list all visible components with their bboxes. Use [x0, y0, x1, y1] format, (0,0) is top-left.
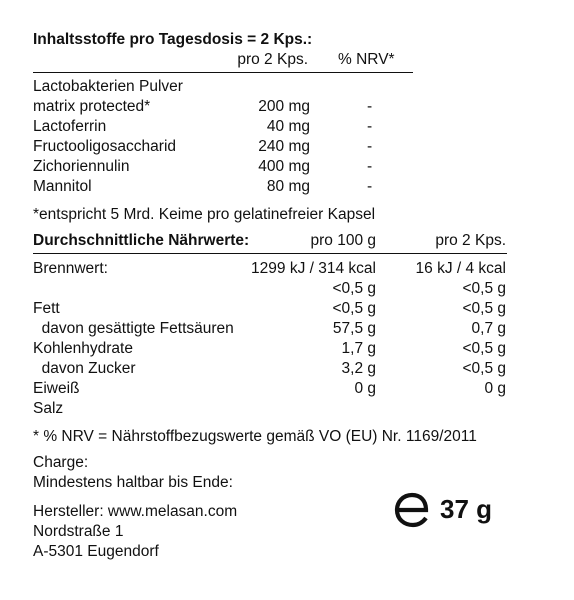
nutrition-row-per100: 1,7 g: [341, 340, 376, 357]
nutrition-col-100g: pro 100 g: [310, 232, 376, 249]
nutrition-row-name: davon gesättigte Fettsäuren: [33, 320, 234, 337]
ingredient-nrv: -: [367, 118, 373, 135]
ingredient-amount: 200 mg: [258, 98, 310, 115]
ingredients-col-nrv: % NRV*: [338, 51, 395, 68]
nutrition-row-name: Fett: [33, 300, 60, 317]
ingredient-nrv: -: [367, 178, 373, 195]
nutrition-row-per100: <0,5 g: [332, 300, 376, 317]
ingredient-name: Lactoferrin: [33, 118, 107, 135]
ingredient-amount: 80 mg: [266, 178, 310, 195]
estimated-sign-icon: [392, 490, 432, 535]
nutrition-row-per100: 1299 kJ / 314 kcal: [251, 260, 376, 277]
manufacturer-city: A-5301 Eugendorf: [33, 543, 159, 560]
nutrition-row-per2: <0,5 g: [462, 300, 506, 317]
nutrition-row-name: Brennwert:: [33, 260, 108, 277]
net-weight-value: 37 g: [440, 494, 493, 524]
ingredient-amount: 400 mg: [258, 158, 310, 175]
ingredients-title: Inhaltsstoffe pro Tagesdosis = 2 Kps.:: [33, 31, 313, 48]
ingredients-footnote: *entspricht 5 Mrd. Keime pro gelatinefreier Kapsel: [33, 206, 376, 223]
nutrition-row-per100: 57,5 g: [332, 320, 376, 337]
ingredient-name: Lactobakterien Pulver: [33, 78, 183, 95]
nutrition-title: Durchschnittliche Nährwerte:: [33, 232, 250, 249]
nutrition-row-per2: 0,7 g: [471, 320, 506, 337]
ingredient-name: matrix protected*: [33, 98, 151, 115]
nutrition-row-per2: <0,5 g: [462, 280, 506, 297]
ingredients-header-rule: [33, 72, 413, 73]
nutrition-row-name: Salz: [33, 400, 64, 417]
nutrition-col-2kps: pro 2 Kps.: [435, 232, 506, 249]
ingredients-col-amount: pro 2 Kps.: [237, 51, 308, 68]
batch-charge-label: Charge:: [33, 454, 89, 471]
nutrition-row-per100: 3,2 g: [341, 360, 376, 377]
ingredient-name: Mannitol: [33, 178, 92, 195]
nutrition-row-per100: 0 g: [354, 380, 376, 397]
ingredient-amount: 40 mg: [266, 118, 310, 135]
ingredient-nrv: -: [367, 158, 373, 175]
nrv-note: * % NRV = Nährstoffbezugswerte gemäß VO (EU) Nr. 1169/2011: [33, 428, 477, 445]
ingredient-name: Zichoriennulin: [33, 158, 130, 175]
nutrition-row-name: Eiweiß: [33, 380, 80, 397]
nutrition-row-per2: 0 g: [484, 380, 506, 397]
nutrition-row-per2: <0,5 g: [462, 340, 506, 357]
manufacturer-line: Hersteller: www.melasan.com: [33, 503, 238, 520]
best-before-label: Mindestens haltbar bis Ende:: [33, 474, 233, 491]
nutrition-row-per2: <0,5 g: [462, 360, 506, 377]
ingredient-name: Fructooligosaccharid: [33, 138, 177, 155]
manufacturer-street: Nordstraße 1: [33, 523, 124, 540]
nutrition-header-rule: [33, 253, 507, 254]
ingredient-nrv: -: [367, 98, 373, 115]
nutrition-row-name: davon Zucker: [33, 360, 136, 377]
nutrition-row-per2: 16 kJ / 4 kcal: [415, 260, 506, 277]
nutrition-row-name: Kohlenhydrate: [33, 340, 133, 357]
nutrition-row-per100: <0,5 g: [332, 280, 376, 297]
ingredient-nrv: -: [367, 138, 373, 155]
ingredient-amount: 240 mg: [258, 138, 310, 155]
